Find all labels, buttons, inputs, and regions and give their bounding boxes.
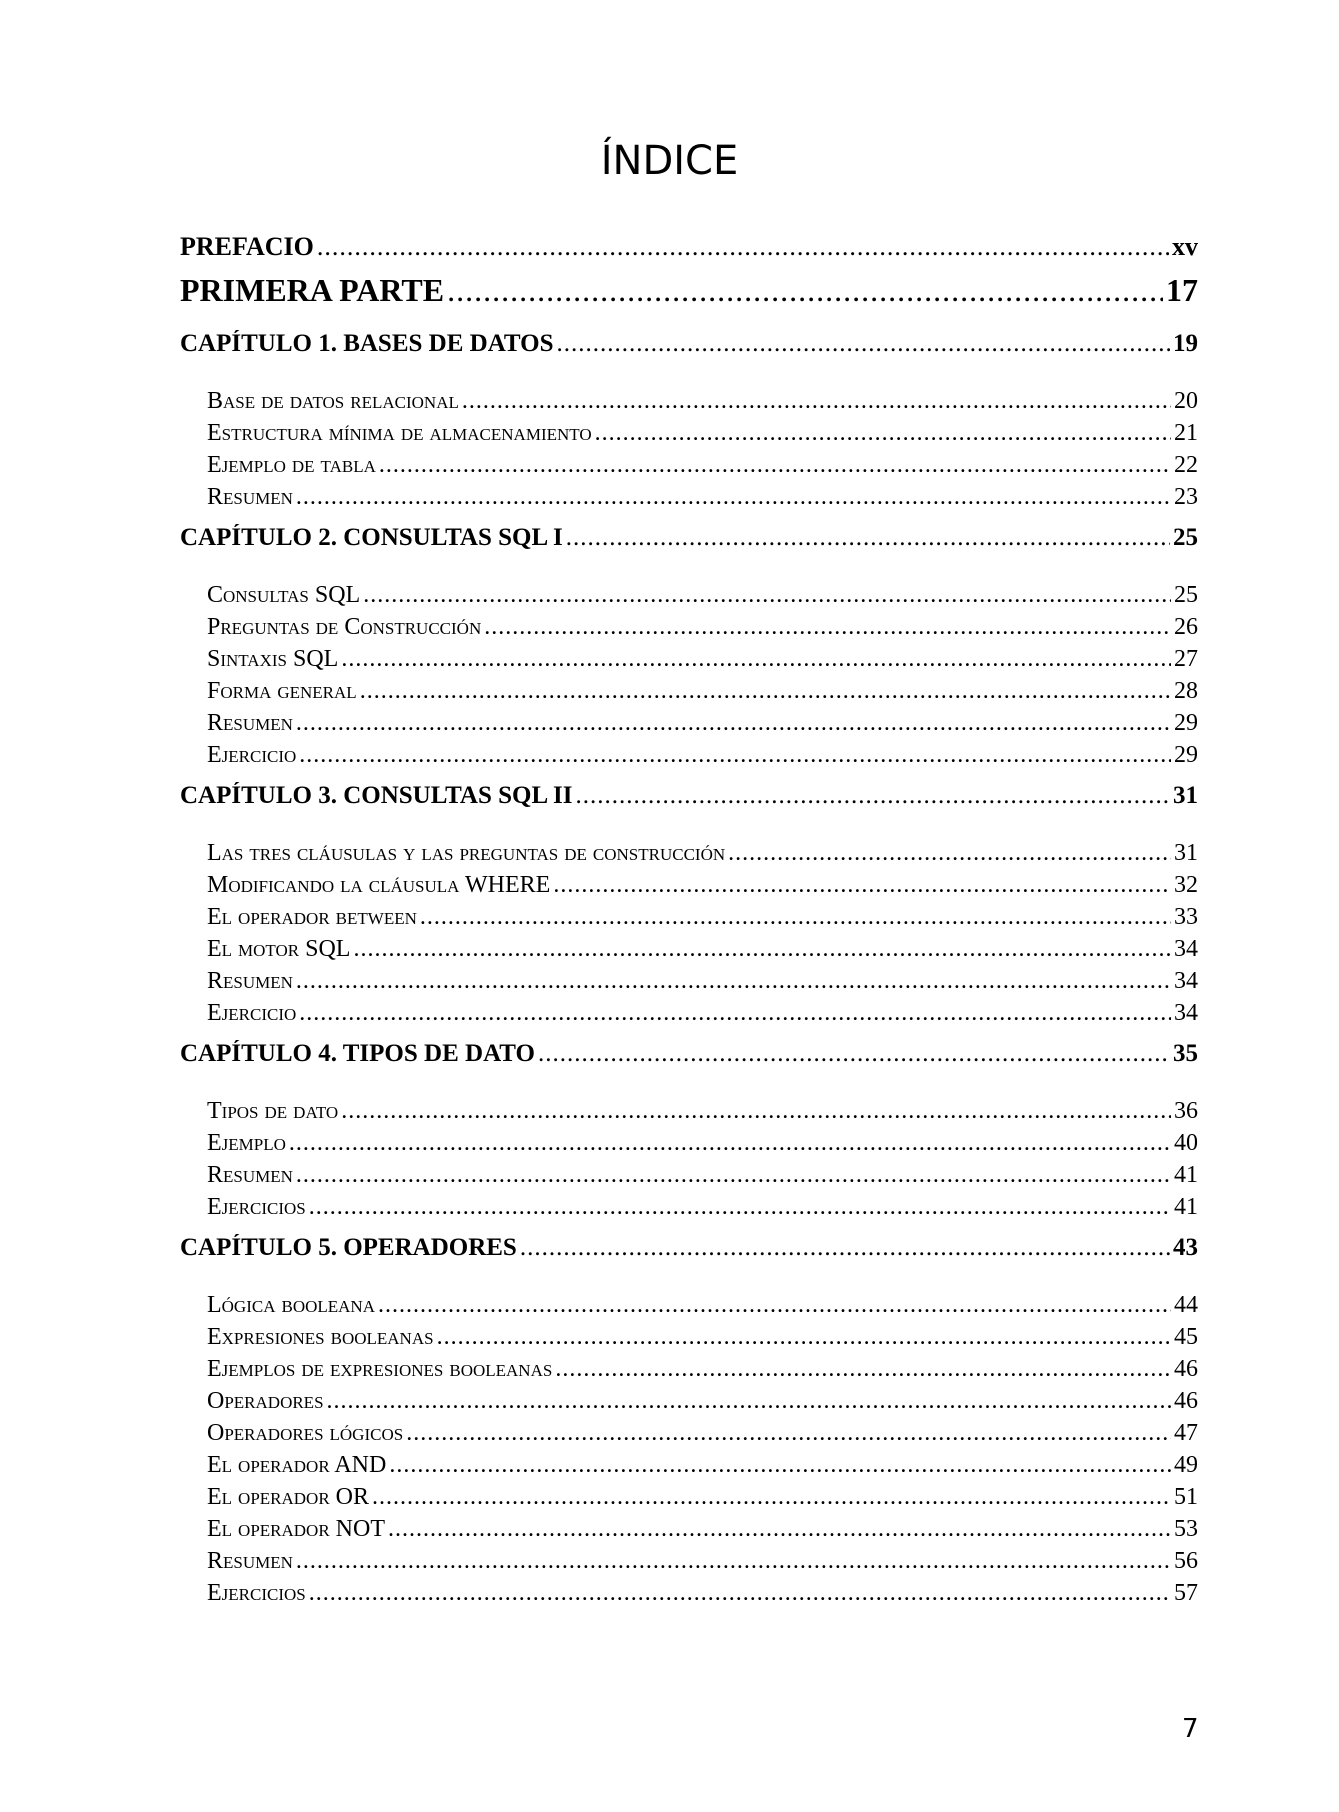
toc-chapter-2[interactable] [180,524,1198,568]
toc-entry-page: 34 [1174,936,1198,962]
toc-entry-prefacio[interactable] [180,232,1198,268]
toc-entry-part[interactable] [180,272,1198,322]
dot-leader [296,968,1171,995]
toc-entry-label: Consultas SQL [207,582,361,608]
toc-section[interactable] [180,678,1198,710]
dot-leader [538,1040,1170,1068]
toc-entry-page: 22 [1174,452,1198,478]
chapter-list [180,330,1198,1612]
toc-entry-label: Preguntas de Construcción [207,614,482,640]
toc-section[interactable] [180,840,1198,872]
dot-leader [553,872,1171,899]
dot-leader [341,1098,1171,1125]
toc-entry-label: Forma general [207,678,357,704]
toc-entry-page: 57 [1174,1580,1198,1606]
toc-entry-page: 19 [1173,330,1198,357]
toc-section[interactable] [180,582,1198,614]
toc-entry-label: Operadores [207,1388,324,1414]
toc-entry-label: CAPÍTULO 1. BASES DE DATOS [180,330,554,357]
dot-leader [317,232,1169,262]
toc-entry-label: Ejercicios [207,1580,306,1606]
dot-leader [447,272,1163,309]
toc-entry-page: 31 [1173,782,1198,809]
dot-leader [372,1484,1171,1511]
toc-entry-page: 17 [1166,272,1198,308]
section-list [180,388,1198,516]
dot-leader [289,1130,1171,1157]
toc-entry-label: El motor SQL [207,936,351,962]
toc-entry-page: 34 [1174,968,1198,994]
section-list [180,1098,1198,1226]
toc-entry-page: 49 [1174,1452,1198,1478]
toc-entry-page: 56 [1174,1548,1198,1574]
dot-leader [575,782,1170,810]
toc-entry-label: Ejercicio [207,742,297,768]
toc-entry-label: Ejemplo [207,1130,286,1156]
toc-section[interactable] [180,614,1198,646]
toc-entry-page: 51 [1174,1484,1198,1510]
toc-entry-page: 44 [1174,1292,1198,1318]
toc-entry-label: PREFACIO [180,232,314,261]
toc-entry-label: El operador between [207,904,417,930]
toc-entry-label: Resumen [207,968,293,994]
toc-entry-label: Resumen [207,1548,293,1574]
toc-section[interactable] [180,1580,1198,1612]
toc-entry-label: Ejemplos de expresiones booleanas [207,1356,553,1382]
toc-section[interactable] [180,1516,1198,1548]
dot-leader [296,1162,1171,1189]
toc-entry-label: Modificando la cláusula WHERE [207,872,551,898]
toc-entry-page: 45 [1174,1324,1198,1350]
toc-chapter-4[interactable] [180,1040,1198,1084]
dot-leader [406,1420,1171,1447]
page-title: ÍNDICE [600,138,739,184]
toc-section[interactable] [180,484,1198,516]
toc-chapter-3[interactable] [180,782,1198,826]
toc-entry-label: El operador AND [207,1452,387,1478]
page-number: 7 [1182,1714,1199,1744]
toc-entry-page: 25 [1173,524,1198,551]
toc-entry-page: 28 [1174,678,1198,704]
toc-section[interactable] [180,1130,1198,1162]
toc-entry-label: Lógica booleana [207,1292,375,1318]
dot-leader [363,582,1171,609]
toc-entry-page: 33 [1174,904,1198,930]
toc-entry-page: 35 [1173,1040,1198,1067]
dot-leader [556,330,1170,358]
dot-leader [299,1000,1171,1027]
toc-entry-page: 46 [1174,1388,1198,1414]
dot-leader [462,388,1171,415]
toc-chapter-5[interactable] [180,1234,1198,1278]
toc-section[interactable] [180,1356,1198,1388]
toc-entry-page: 47 [1174,1420,1198,1446]
toc-entry-page: 29 [1174,710,1198,736]
toc-section[interactable] [180,742,1198,774]
toc-section[interactable] [180,1292,1198,1324]
toc-entry-label: El operador OR [207,1484,370,1510]
toc-section[interactable] [180,872,1198,904]
dot-leader [299,742,1171,769]
dot-leader [595,420,1171,447]
toc-entry-page: 23 [1174,484,1198,510]
dot-leader [388,1516,1171,1543]
toc-entry-label: CAPÍTULO 3. CONSULTAS SQL II [180,782,573,809]
dot-leader [327,1388,1171,1415]
toc-section[interactable] [180,1194,1198,1226]
dot-leader [379,452,1171,479]
toc-entry-label: CAPÍTULO 5. OPERADORES [180,1234,517,1261]
toc-entry-label: PRIMERA PARTE [180,272,445,308]
toc-entry-label: Estructura mínima de almacenamiento [207,420,592,446]
toc-section[interactable] [180,1162,1198,1194]
toc-section[interactable] [180,1548,1198,1580]
toc-entry-page: 41 [1174,1194,1198,1220]
dot-leader [420,904,1171,931]
toc-entry-page: 41 [1174,1162,1198,1188]
dot-leader [389,1452,1171,1479]
toc-section[interactable] [180,1452,1198,1484]
dot-leader [296,484,1171,511]
toc-entry-label: CAPÍTULO 2. CONSULTAS SQL I [180,524,563,551]
toc-section[interactable] [180,904,1198,936]
toc-entry-page: 29 [1174,742,1198,768]
dot-leader [566,524,1170,552]
toc-section[interactable] [180,1000,1198,1032]
dot-leader [378,1292,1171,1319]
dot-leader [437,1324,1171,1351]
toc-entry-label: CAPÍTULO 4. TIPOS DE DATO [180,1040,535,1067]
toc-section[interactable] [180,646,1198,678]
dot-leader [360,678,1171,705]
dot-leader [309,1580,1171,1607]
dot-leader [728,840,1171,867]
toc-entry-label: Base de datos relacional [207,388,459,414]
toc-entry-label: El operador NOT [207,1516,385,1542]
section-list [180,1292,1198,1612]
toc-entry-page: 21 [1174,420,1198,446]
toc-entry-page: 53 [1174,1516,1198,1542]
section-list [180,582,1198,774]
toc-section[interactable] [180,388,1198,420]
toc-section[interactable] [180,968,1198,1000]
toc-entry-label: Expresiones booleanas [207,1324,434,1350]
dot-leader [309,1194,1171,1221]
toc-chapter-1[interactable] [180,330,1198,374]
toc-section[interactable] [180,1484,1198,1516]
dot-leader [555,1356,1171,1383]
toc-entry-page: 27 [1174,646,1198,672]
toc-section[interactable] [180,1420,1198,1452]
toc-entry-page: 46 [1174,1356,1198,1382]
toc-entry-page: 20 [1174,388,1198,414]
toc-entry-label: Las tres cláusulas y las preguntas de construcción [207,840,726,866]
toc-entry-label: Resumen [207,1162,293,1188]
toc-entry-label: Resumen [207,484,293,510]
toc-entry-page: 25 [1174,582,1198,608]
toc-entry-page: 36 [1174,1098,1198,1124]
toc-entry-label: Ejercicio [207,1000,297,1026]
toc-entry-page: xv [1172,232,1198,261]
toc-section[interactable] [180,420,1198,452]
dot-leader [520,1234,1170,1262]
toc-section[interactable] [180,452,1198,484]
toc-entry-label: Resumen [207,710,293,736]
toc-entry-label: Ejemplo de tabla [207,452,376,478]
toc-entry-label: Tipos de dato [207,1098,339,1124]
dot-leader [296,1548,1171,1575]
toc-entry-label: Sintaxis SQL [207,646,339,672]
toc-entry-page: 32 [1174,872,1198,898]
toc-entry-label: Ejercicios [207,1194,306,1220]
toc-entry-page: 34 [1174,1000,1198,1026]
toc-section[interactable] [180,1324,1198,1356]
toc-entry-page: 26 [1174,614,1198,640]
toc-section[interactable] [180,936,1198,968]
dot-leader [296,710,1171,737]
dot-leader [484,614,1171,641]
dot-leader [353,936,1171,963]
section-list [180,840,1198,1032]
toc-section[interactable] [180,1388,1198,1420]
dot-leader [341,646,1171,673]
table-of-contents [180,232,1198,1612]
toc-entry-page: 31 [1174,840,1198,866]
toc-entry-page: 43 [1173,1234,1198,1261]
toc-section[interactable] [180,1098,1198,1130]
toc-section[interactable] [180,710,1198,742]
toc-entry-label: Operadores lógicos [207,1420,404,1446]
toc-entry-page: 40 [1174,1130,1198,1156]
